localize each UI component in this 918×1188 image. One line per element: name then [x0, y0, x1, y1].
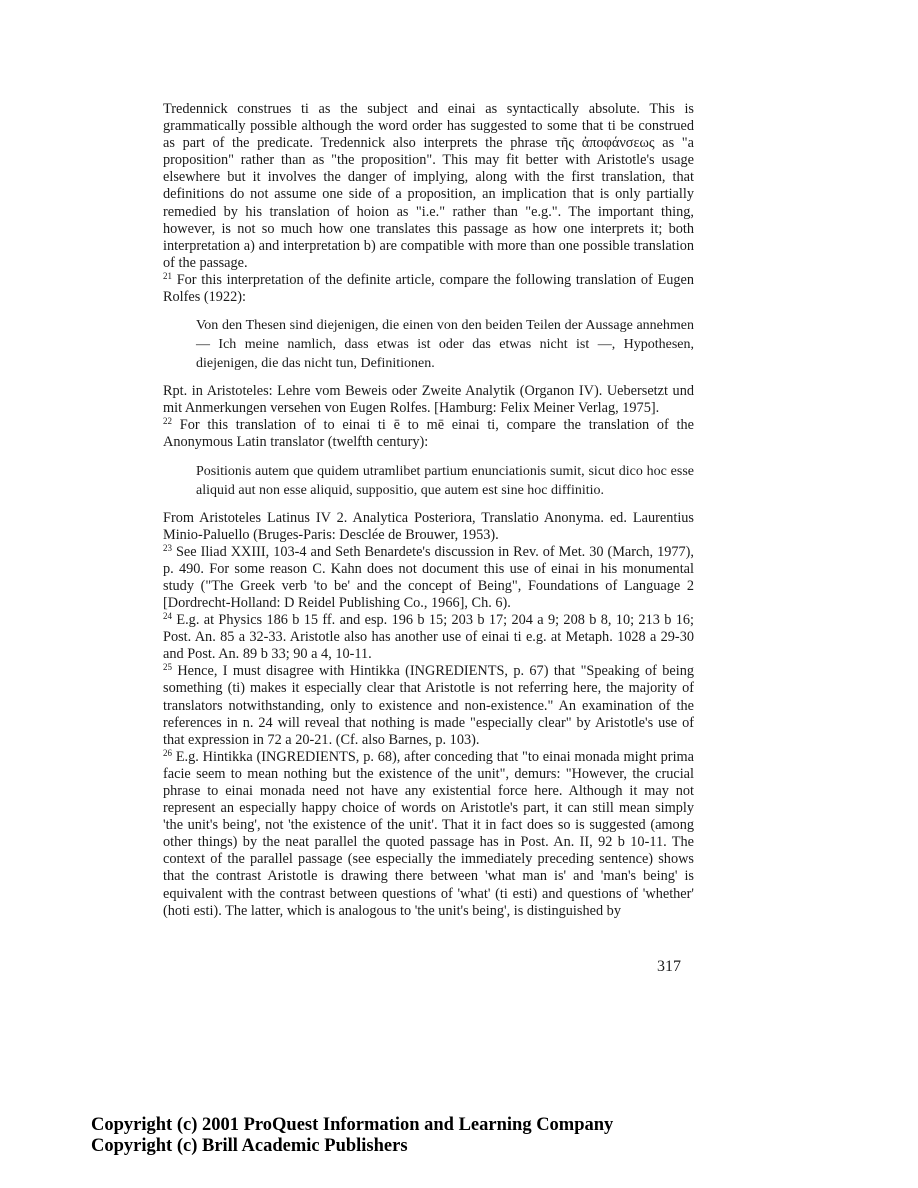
paragraph-continued: Tredennick construes ti as the subject and einai as syntactically absolute. This is grammatically possible although the word order has suggested to some that ti be construed as part of the predicate. Tredennick also interprets the phrase τῆς ἀποφάνσεως as "a proposition" rather than as "the proposition". This may fit better with Aristotle's usage elsewhere but it involves the danger of implying, along with the first translation, that definitions do not assume one side of a proposition, an implication that is only partially remedied by his translation of hoion as "i.e." rather than "e.g.". The important thing, however, is not so much how one translates this passage as how one interprets it; both interpretation a) and interpretation b) are compatible with more than one possible translation of the passage. [163, 101, 694, 271]
footnote-25: $^{25}$ Hence, I must disagree with Hintikka (INGREDIENTS, p. 67) that "Speaking of being something (ti) makes it especially clear that Aristotle is not referring here, the majority of translators notwithstanding, only to existence and non-existence." An examination of the references in n. 24 will reveal that nothing is made "especially clear" by Aristotle's use of that expression in 72 a 20-21. (Cf. also Barnes, p. 103). [163, 662, 695, 748]
footnote-21: $^{21}$ For this interpretation of the definite article, compare the following translation of Eugen Rolfes (1922): [163, 270, 695, 306]
copyright-footer [91, 1115, 613, 1157]
footnote-22-text: For this translation of to einai ti ē to mē einai ti, compare the translation of the Anonymous Latin translator (twelfth century): [163, 417, 694, 451]
footnote-22: $^{22}$ For this translation of to einai ti ē to mē einai ti, compare the translation of the Anonymous Latin translator (twelfth century): [163, 416, 694, 451]
footnote-23-text: See Iliad XXIII, 103-4 and Seth Benardete's discussion in Rev. of Met. 30 (March, 1977), p. 490. For some reason C. Kahn does not document this use of einai in his monumental study ("The Greek verb 'to be' and the concept of Being", Foundations of Language 2 [Dordrecht-Holland: D Reidel Publishing Co., 1966], Ch. 6). [163, 543, 694, 611]
footnote-22-reference: From Aristoteles Latinus IV 2. Analytica Posteriora, Translatio Anonyma. ed. Laurentius Minio-Paluello (Bruges-Paris: Desclée de Brouwer, 1953). [163, 509, 694, 543]
copyright-line-1: Copyright (c) 2001 ProQuest Information and Learning Company [91, 1115, 614, 1135]
page-number: 317 [657, 958, 681, 975]
footnote-25-text: Hence, I must disagree with Hintikka (INGREDIENTS, p. 67) that "Speaking of being something (ti) makes it especially clear that Aristotle is not referring here, the majority of translators notwithstanding, only to existence and non-existence." An examination of the references in n. 24 will reveal that nothing is made "especially clear" by Aristotle's use of that expression in 72 a 20-21. (Cf. also Barnes, p. 103). [163, 663, 695, 748]
page-body [163, 101, 694, 920]
footnote-26: $^{26}$ E.g. Hintikka (INGREDIENTS, p. 68), after conceding that "to einai monada might prima facie seem to mean nothing but the existence of the unit", demurs: "However, the crucial phrase to einai monada need not have any existential force here. Although it may not represent an especially happy choice of words on Aristotle's part, it can still mean simply 'the unit's being', not 'the existence of the unit'. That it in fact does so is suggested (among other things) by the neat parallel the quoted passage has in Post. An. II, 92 b 10-11. The context of the parallel passage (see especially the immediately preceding sentence) shows that the contrast Aristotle is drawing there between 'what man is' and 'man's being' is equivalent with the contrast between questions of 'what' (ti esti) and questions of 'whether' (hoti esti). The latter, which is analogous to 'the unit's being', is distinguished by [163, 747, 695, 919]
block-quote-german: Von den Thesen sind diejenigen, die einen von den beiden Teilen der Aussage annehmen — Ich meine namlich, dass etwas ist oder das etwas nicht ist —, Hypothesen, diejenigen, die das nicht tun, Definitionen. [196, 318, 694, 372]
footnote-24: $^{24}$ E.g. at Physics 186 b 15 ff. and esp. 196 b 15; 203 b 17; 204 a 9; 208 b 8, 10; 213 b 16; Post. An. 85 a 32-33. Aristotle also has another use of einai ti e.g. at Metaph. 1028 a 29-30 and Post. An. 89 b 33; 90 a 4, 10-11. [163, 611, 694, 663]
copyright-line-2: Copyright (c) Brill Academic Publishers [91, 1136, 408, 1156]
footnote-23: $^{23}$ See Iliad XXIII, 103-4 and Seth Benardete's discussion in Rev. of Met. 30 (March, 1977), p. 490. For some reason C. Kahn does not document this use of einai in his monumental study ("The Greek verb 'to be' and the concept of Being", Foundations of Language 2 [Dordrecht-Holland: D Reidel Publishing Co., 1966], Ch. 6). [163, 542, 694, 611]
footnote-24-text: E.g. at Physics 186 b 15 ff. and esp. 196 b 15; 203 b 17; 204 a 9; 208 b 8, 10; 213 b 16; Post. An. 85 a 32-33. Aristotle also has another use of einai ti e.g. at Metaph. 1028 a 29-30 and Post. An. 89 b 33; 90 a 4, 10-11. [163, 612, 694, 663]
footnote-21-reference: Rpt. in Aristoteles: Lehre vom Beweis oder Zweite Analytik (Organon IV). Uebersetzt und mit Anmerkungen versehen von Eugen Rolfes. [Hamburg: Felix Meiner Verlag, 1975]. [163, 383, 694, 417]
footnote-21-text: For this interpretation of the definite article, compare the following translation of Eugen Rolfes (1922): [163, 271, 695, 306]
block-quote-latin: Positionis autem que quidem utramlibet partium enunciationis sumit, sicut dico hoc esse aliquid aut non esse aliquid, suppositio, que autem est sine hoc diffinitio. [196, 463, 694, 498]
footnote-26-text: E.g. Hintikka (INGREDIENTS, p. 68), after conceding that "to einai monada might prima facie seem to mean nothing but the existence of the unit", demurs: "However, the crucial phrase to einai monada need not have any existential force here. Although it may not represent an especially happy choice of words on Aristotle's part, it can still mean simply 'the unit's being', not 'the existence of the unit'. That it in fact does so is suggested (among other things) by the neat parallel the quoted passage has in Post. An. II, 92 b 10-11. The context of the parallel passage (see especially the immediately preceding sentence) shows that the contrast Aristotle is drawing there between 'what man is' and 'man's being' is equivalent with the contrast between questions of 'what' (ti esti) and questions of 'whether' (hoti esti). The latter, which is analogous to 'the unit's being', is distinguished by [163, 748, 695, 919]
